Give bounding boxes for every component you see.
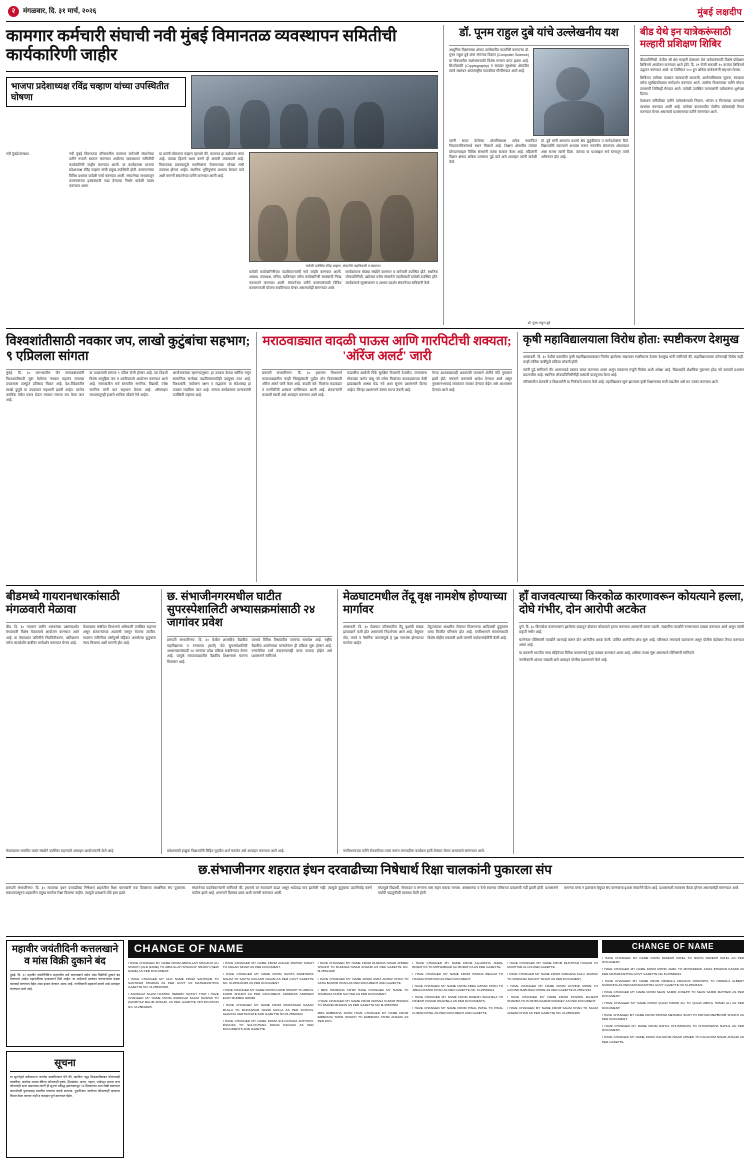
con-entry: I HAVE CHANGED MY NAME FROM RUMANA NISAR AHMED SHAIKH TO RUMANA NISAR ANSARI AS PER GAZETTE NO. M-25541188 [317, 961, 409, 974]
strike-col-3: संपामुळे विद्यार्थी, नोकरदार व रुग्णांना त्रास सहन करावा लागला. बसस्थानक व रेल्वे स्थानक परिसरात प्रवाशांची गर्दी झाली होती. प्रशासनाने पर्यायी वाहतुकीची व्यवस्था केली होती. [378, 885, 558, 895]
agri-headline: कृषी महाविद्यालयाला विरोध होता: स्पष्टीकरण देशमुख [523, 334, 739, 346]
con-entry: I HAVE CHANGED MY NAME FROM VANDANA SALU JADHAV TO VANDANA NAVJOT SINGH AS PER DOCUMENT. [507, 972, 598, 981]
con-entry: I HAVE CHANGED MY NAME FROM SEAN SAMIR JOSEPH TO SEAN SAMIR MATHEW AS PER DOCUMENT. [602, 990, 744, 999]
change-of-name-banner-side: CHANGE OF NAME [602, 940, 744, 953]
con-entry: I HAVE CHANGED MY NAME FROM SAVITA RAMNIWAS NIGAM TO SAVITA KAILASH NIGAM AS PER GOVT GAZETTE NO. M-255102345 AS PER DOCUMENT [222, 972, 314, 985]
beed-camp-body-3: देवस्थान समितीच्या वतीने यात्रेकरूंसाठी निवास, भोजन व पिण्याच्या पाण्याची व्यवस्था करण्यात आली आहे. यात्रेच्या कालावधीत पोलीस बंदोबस्तही तैनात करण्यात येणार असल्याचे प्रशासनाच्या वतीने सांगण्यात आले. [640, 99, 744, 115]
weather-col-3: गेल्या आठवड्यातही अवकाळी पावसाने शेतीचे मोठे नुकसान झाले होते. पंचनामे करण्याचे आदेश देण्यात आले असून नुकसानभरपाई लवकरात लवकर देण्यात येईल असे आश्वासन देण्यात आले आहे. [432, 371, 512, 392]
story-agri-college [517, 332, 744, 582]
con-entry: I HAVE CHANGED MY NAME FROM PARESH PATEL TO NIKITA PARESH PATEL AS PER DOCUMENT. [602, 956, 744, 965]
doctor-photo [533, 48, 629, 136]
con-entry: I HAVE CHANGED MY NAME FROM QUAZI HAMID ALI TO QUAZI ABDUL HAMID ALI AS PER DOCUMENT. [602, 1001, 744, 1010]
tendu-col-3: वनविभागाच्या वतीने रोपवाटिका तयार करून लागवडीचा कार्यक्रम हाती घेण्यात येणार असल्याचे सांगण्यात आले. [343, 848, 485, 853]
con-entry: I HAVE CHANGED MY NAME FROM NIRMALA FRANCIS NORONHA TO NIRMALA ALBERT NORONHA AS PER MAHARASHTRA GOVT GAZETTE NO M-25546324 [602, 978, 744, 987]
con-entry: I HAVE CHANGED MY NAME FROM RAHUL KHUSHWAHA TO KHUSHWAHA RAHUL AS PER DOCUMENT. [602, 1024, 744, 1033]
weather-col-2: काढणीस आलेली पिके सुरक्षित ठिकाणी ठेवावीत, जनावरांना मोकळ्या जागेत बांधू नये तसेच विजांच्या कडकडाटाच्या वेळी झाडाखाली आश्रय घेऊ नये अशा सूचना प्रशासनाने दिल्या आहेत. जिल्हा प्रशासनाने यंत्रणा सज्ज ठेवली आहे. [347, 371, 427, 392]
attack-col-2: घटनेनंतर पोलिसांनी तातडीने कारवाई करून दोन आरोपींना अटक केली. उर्वरित आरोपींचा शोध सुरू आहे. परिसरात तणावाचे वातावरण असून पोलीस बंदोबस्त तैनात करण्यात आला आहे. [519, 637, 744, 648]
change-of-name-banner: CHANGE OF NAME [128, 940, 598, 958]
con-entry: I HAVE CHANGED MY NAME FROM SULOCHANA ANTHONY DSOUZA TO SULOCHANA MARIA DSOUZA AS PER DOCUMENTS AND GAZETTE. [222, 1018, 314, 1032]
con-entry: I HAVE CHANGED MY NAME FROM KADIR SHAIKH TO ABDUL KADIR SHAIKH AS PER DOCUMENT. ADDRESS ANDHERI EAST MUMBAI 400069 [222, 987, 314, 1001]
lead-body-col-5: कार्यक्रमाला मोठ्या संख्येने कामगार व कर्मचारी उपस्थित होते. स्थानिक लोकप्रतिनिधी, उद्योजक तसेच संघटनेचे पदाधिकारी यावेळी उपस्थित होते. कार्यक्रमाचे सूत्रसंचालन व आभार प्रदर्शन संघटनेच्या सचिवांनी केले. [345, 269, 438, 285]
publication-title: मुंबई लक्षदीप [697, 7, 742, 17]
ghati-col-1: छत्रपती संभाजीनगर. दि. ३० येथील शासकीय वैद्यकीय महाविद्यालय व रुग्णालय (घाटी) येथे सुपरस्पेशालिटी अभ्यासक्रमांसाठी २४ जागांवर प्रवेश प्रक्रिया राबविण्यात येणार आहे. यामुळे मराठवाड्यातील वैद्यकीय शिक्षणाला चालना मिळणार आहे. [167, 638, 248, 664]
con-entry: I HAVE CHANGED MY NAME FROM ALLARKHA JAMAL BORATIYA TO MOHAMMAD ALI BORATIYA AS PER GAZETTE. [412, 961, 504, 970]
strike-col-4: मागण्या मान्य न झाल्यास बेमुदत संप करण्याचा इशारा संघटनेने दिला आहे. प्रशासनाशी लवकरच बैठक होणार असल्याचेही सांगण्यात आले. [564, 885, 740, 890]
con-entry: I HAVE CHANGED MY NAME FROM ASHA ADHAV KHAN TO ASHA BASHIR KHAN AS PER DOCUMENT AND GAZETTE. [317, 976, 409, 985]
gairan-col-2: मेळाव्यास संबंधित विभागाचे अधिकारी उपस्थित राहणार असून शेतकऱ्यांच्या अडचणी जाणून घेतल्या जातील. गायरान जमिनीवर वर्षानुवर्षे वहिवाट असलेल्या कुटुंबांना न्याय मिळावा अशी मागणी होत आहे. [83, 625, 156, 646]
navkar-col-3: आयोजकांच्या म्हणण्यानुसार, हा उपक्रम केवळ धार्मिक नसून सामाजिक सलोखा वाढविण्यासाठीही उपयुक्त ठरत आहे. विश्वशांती, पर्यावरण रक्षण व सद्भावना या संदेशासह हा उपक्रम राबविला जात आहे. सांगता कार्यक्रमास मान्यवरांची उपस्थिती राहणार आहे. [172, 371, 251, 398]
con-entry: I HAVE CHANGED MY NAME FROM GOVIND MORE TO GOVIND BABURAO MORE AS PER GAZETTE M-25547233 [507, 983, 598, 992]
beed-camp-headline: बीड येथे इन यात्रेकरूंसाठी मल्हारी प्रशिक्षण शिबिर [640, 27, 731, 50]
tendu-col-2: तेंदूपत्त्यावर आधारित रोजगार मिळणाऱ्या आदिवासी कुटुंबांवर याचा विपरीत परिणाम होत आहे. वनविभागाने संवर्धनासाठी विशेष मोहीम राबवावी अशी मागणी पर्यावरणप्रेमींनी केली आहे. [427, 625, 508, 640]
con-column-4 [412, 961, 503, 1158]
agri-col-2: त्यांनी पुढे सांगितले की, शासनाकडे प्रस्ताव सादर करण्यात आला असून लवकरच मंजुरी मिळेल अशी अपेक्षा आहे. विद्यार्थ्यांचे शैक्षणिक नुकसान होऊ नये यासाठी प्रशासन प्रयत्नशील आहे. स्थानिक लोकप्रतिनिधींनीही यासाठी पाठपुरावा केला आहे. [523, 367, 744, 377]
con-entry: I HAVE CHANGED MY NAME FROM ANGAD PARTAP SINGH TO ANGAD SINGH AS PER DOCUMENT. [222, 961, 314, 970]
con-column-6 [602, 956, 744, 1158]
ad-mahavir-jayanti [6, 940, 124, 1047]
lead-dateline: नवी मुंबई/जगन्नाथ [6, 151, 29, 156]
story-gairan [6, 589, 161, 854]
bottom-left-ads [6, 940, 124, 1158]
agri-col-3: परिसरातील शेतकरी व विद्यार्थ्यांनी या निर्णयाचे स्वागत केले आहे. महाविद्यालय सुरू झाल्यास कृषी शिक्षणाच्या संधी वाढतील असे मत व्यक्त करण्यात आले. [523, 380, 719, 385]
third-section [6, 589, 744, 854]
page-number-badge: २ [8, 6, 19, 17]
lead-subhead: भाजपा प्रदेशाध्यक्ष रविंद्र चव्हाण यांच्या उपस्थितीत घोषणा [6, 77, 186, 107]
story-attack [513, 589, 744, 854]
lead-photo-2 [249, 152, 438, 262]
weather-col-1: छत्रपती संभाजीनगर. दि. ३० हवामान विभागाने मराठवाड्यातील काही जिल्ह्यांसाठी पुढील दोन दिवसांसाठी ऑरेंज अलर्ट जारी केला आहे. वादळी वारे, विजांचा कडकडाट व गारपिटीची शक्यता वर्तविण्यात आली आहे. शेतकऱ्यांनी काळजी घ्यावी असे आवाहन करण्यात आले आहे. [262, 371, 342, 398]
lead-photo-caption: यावेळी उपस्थित रविंद्र चव्हाण, संघटनेचे पदाधिकारी व कामगार. [305, 263, 382, 268]
change-of-name-main [128, 940, 598, 1158]
weather-headline: मराठवाड्यात वादळी पाऊस आणि गारपिटीची शक्यता; 'ऑरेंज अलर्ट' जारी [262, 333, 512, 363]
second-section [6, 332, 744, 582]
notice-body: या सूचनेद्वारे सर्वसामान्य जनतेस कळविण्यात येते की, खालील नमूद मिळकतीबाबत कोणत्याही व्यक्तीचा, संस्थेचा अथवा बँकेचा कोणताही हक्क, हितसंबंध, तारण, गहाण, भाडेपट्टा अथवा अन्य कोणताही दावा असल्यास त्यांनी ही सूचना प्रसिद्ध झाल्यापासून १४ दिवसांच्या आत लेखी स्वरूपात कागदोपत्री पुराव्यासह खालील पत्त्यावर संपर्क साधावा. मुदतीनंतर आलेल्या कोणत्याही दाव्याचा विचार केला जाणार नाही व व्यवहार पूर्ण करण्यात येईल. [10, 1075, 120, 1098]
ghati-col-3: प्रवेशासाठी इच्छुक विद्यार्थ्यांनी विहित मुदतीत अर्ज करावेत असे आवाहन करण्यात आले आहे. [167, 848, 285, 853]
con-entry: MRS EMBRAHA TAHIR HAVE CHANGED MY NAME FROM EMBRAHA TAHIR SHAIKH TO EMBRAHA TAHIR ANSARI AS PER DOC. [317, 1010, 409, 1023]
top-section [6, 25, 744, 325]
ghati-col-2: यामध्ये विविध विषयांतील जागांचा समावेश आहे. राष्ट्रीय वैद्यकीय आयोगाच्या मान्यतेनंतर ही प्रक्रिया सुरू होणार आहे. रुग्णसेवेचा दर्जा उंचावण्यासही याचा फायदा होईल असे प्रशासनाने सांगितले. [251, 638, 332, 659]
con-entry: I HAVE CHANGED MY NAME FROM HASINA BEGUM TO HASINA KHATOON AS PER DOCUMENT. [412, 972, 504, 981]
ad-notice [6, 1051, 124, 1158]
notice-title: सूचना [10, 1055, 120, 1072]
con-column-1 [128, 961, 219, 1158]
doctor-body-3: डॉ. दुबे यांनी आपल्या यशाचे श्रेय कुटुंबीयांना व मार्गदर्शकांना दिले. विद्यार्थ्यांनी सातत्याने अभ्यास करून नवनवीन संकल्पना शोधाव्यात असा सल्ला त्यांनी दिला. त्यांच्या या यशाबद्दल सर्व स्तरातून त्यांचे अभिनंदन होत आहे. [541, 138, 629, 159]
issue-date: मंगळवार, दि. ३१ मार्च, २०२६ [23, 8, 97, 15]
navkar-headline: विश्वशांतीसाठी नवकार जप, लाखो कुटुंबांचा सहभाग; ९ एप्रिलला सांगता [6, 333, 251, 363]
gairan-col-3: मेळाव्याला जास्तीत जास्त संख्येने उपस्थित राहण्याचे आवाहन आयोजकांनी केले आहे. [6, 848, 115, 853]
con-entry: I HAVE CHANGED MY NAME FROM ABDULLAH SHAUKAT ALI SHAIKH (OLD NAME) TO ABDULLAH SHAUKAT SHAIKH (NEW NAME) AS PER DOCUMENT. [128, 961, 219, 974]
attack-col-3: या प्रकरणी भारतीय न्याय संहितेच्या विविध कलमांन्वये गुन्हा दाखल करण्यात आला आहे. अधिक तपास सुरू असल्याचे पोलिसांनी सांगितले. [519, 650, 695, 655]
con-entry: I HAVE CHANGED MY NAME FROM MUDASSAR NAZAR MULLA TO MUDASSAR NAZIR MULLA AS PER SCHOOL LEAVING CERTIFICATE AND GAZETTE NO M-25500912 [222, 1003, 314, 1016]
strike-col-1: छत्रपती संभाजीनगर. दि. ३० सततच्या इंधन दरवाढीच्या निषेधार्थ शहरातील रिक्षा चालकांनी एक दिवसाचा लाक्षणिक संप पुकारला. सकाळपासूनच शहरातील प्रमुख मार्गांवर रिक्षा दिसल्या नाहीत. त्यामुळे प्रवाशांचे मोठे हाल झाले. [6, 885, 186, 895]
beed-camp-body-1: बीड/प्रतिनिधी. येथील श्री क्षेत्र मल्हारी देवस्थान येथे यात्रेकरूंसाठी विशेष प्रशिक्षण शिबिराचे आयोजन करण्यात आले होते. दि. २९ रोजी सकाळी १० वाजता शिबिराचे उद्घाटन करण्यात आले. या शिबिरात २०० हून अधिक यात्रेकरूंनी सहभाग घेतला. [640, 57, 744, 73]
story-ghati [161, 589, 337, 854]
con-entry: I HAVE CHANGED MY NAME FROM MUKHTAR HUSAIN TO MUKHTAR ALI AS PER GAZETTE. [507, 961, 598, 970]
con-entry: I ZARIFFAZ SALIM HASHMI, HEREBY NOTIFY THAT I HAVE CHANGED MY NAME FROM ZARIFFAZ SALIM HASHMI TO ZAKIRIYAZ BALIM ANSARI, AS PER GAZETTE NOTIFICATION NO. M-25849025. [128, 992, 219, 1009]
con-entry: I HAVE CHANGED MY NAME FROM DINESH WAGHELA TO DINESH KUMAR WAGHELA AS PER DOCUMENTS. [412, 995, 504, 1004]
con-entry: I HAVE CHANGED MY NAME FROM PARVEJ KUMAR BISWAS TO PARVEJ BISWAS AS PER GAZETTE NO M-25515502 [317, 999, 409, 1008]
beed-camp-body-2: शिबिरात यात्रेच्या काळात घ्यावयाची काळजी, आरोग्यविषयक सूचना, स्वच्छता तसेच सुरक्षिततेबाबत मार्गदर्शन करण्यात आले. आरोग्य विभागाच्या वतीने मोफत तपासणी शिबिरही घेण्यात आले. यावेळी उपस्थित मान्यवरांनी यात्रेकरूंना शुभेच्छा दिल्या. [640, 75, 744, 96]
doctor-body-2: त्यांनी सादर केलेल्या शोधनिबंधास अनेक नामांकित नियतकालिकांमध्ये स्थान मिळाले आहे. शिक्षण क्षेत्रातील त्यांच्या योगदानाबद्दल विविध संस्थांनी त्यांचा सत्कार केला आहे. महिलांनी विज्ञान क्षेत्रात अधिक प्रमाणात पुढे यावे असे आवाहन त्यांनी यावेळी केले. [449, 138, 537, 165]
story-tendu [337, 589, 513, 854]
strike-col-2: संघटनेच्या पदाधिकाऱ्यांनी सांगितले की, इंधनाचे दर सातत्याने वाढत असून भाडेवाढ मात्र झालेली नाही. त्यामुळे कुटुंबाचा उदरनिर्वाह करणे कठीण झाले आहे. शासनाने दिलासा द्यावा अशी मागणी करण्यात आली. [192, 885, 372, 895]
doctor-headline: डॉ. पूनम राहुल दुबे यांचे उल्लेखनीय यश [459, 27, 619, 39]
jayanti-title: महावीर जयंतीदिनी कत्तलखाने व मांस विक्री दुकाने बंद [11, 944, 119, 967]
con-entry: I HAVE CHANGED MY NAME FROM PRITAM MEHARIA SHAH TO PRITAM MEHBOOB SHAIKH AS PER DOCUMENT. [602, 1012, 744, 1021]
attack-col-1: पुणे. दि. ३० किरकोळ कारणावरून झालेल्या वादातून दोघांवर कोयत्याने हल्ला करण्यात आल्याची घटना घडली. जखमींना तातडीने रुग्णालयात दाखल करण्यात आले असून त्यांची प्रकृती गंभीर आहे. [519, 625, 744, 635]
masthead [6, 4, 744, 22]
ghati-headline: छ. संभाजीनगरमधील घाटीत सुपरस्पेशालिटी अभ्यासक्रमांसाठी २४ जागांवर प्रवेश [167, 591, 316, 630]
con-entry: I HAVE CHANGED MY NAME FROM SALIM KHAN TO SALIM ANWAR KHAN AS PER GAZETTE NO. M-25502266 [507, 1006, 598, 1015]
agri-col-1: अमरावती. दि. ३० येथील प्रस्तावित कृषी महाविद्यालयाबाबत निर्माण झालेल्या संभ्रमावर स्पष्टीकरण देताना देशमुख यांनी सांगितले की, महाविद्यालयाला कोणताही विरोध नाही. काही तांत्रिक बाबींमुळे प्रक्रिया लांबली होती. [523, 354, 744, 365]
lead-body-col-1 [6, 152, 64, 325]
navkar-col-2: या उपक्रमाची सांगता ९ एप्रिल रोजी होणार आहे. त्या दिवशी विशेष सामूहिक जप व शांतीपाठाचे आयोजन करण्यात आले आहे. समाजातील सर्व स्तरातील नागरिक, विद्यार्थी, ज्येष्ठ नागरिक यांनी यात सहभाग घेतला आहे. ऑनलाइन माध्यमातूनही हजारो भाविक जोडले गेले आहेत. [89, 371, 168, 398]
tendu-col-1: अमरावती. दि. ३० मेळघाट परिसरातील तेंदू वृक्षांची संख्या झपाट्याने कमी होत असल्याचे निदर्शनास आले आहे. बेसुमार तोड, वणवे व नैसर्गिक कारणांमुळे हे वृक्ष नामशेष होण्याच्या मार्गावर आहेत. [343, 625, 424, 646]
con-entry: I MRS SHABANA TAHIR HAVE CHANGED MY NAME TO SHABANA TAHIR SAYYED AS PER DOCUMENT. [317, 987, 409, 997]
con-entry: I HAVE CHANGED MY NAME FROM PUSHPA RAJESH SHARMA TO PUSHPA RAJESH PANDEY AS PER DOCUMENT. [507, 995, 598, 1004]
story-navkar [6, 332, 256, 582]
lead-body-col-4: यावेळी कार्यकारिणीच्या पदाधिकाऱ्यांची नावे जाहीर करण्यात आली. अध्यक्ष, उपाध्यक्ष, सचिव, खजिनदार तसेच कार्यकारिणी सदस्यांची निवड एकमताने करण्यात आली. संघटनेच्या वतीने कामगारांसाठी विविध कल्याणकारी योजना राबविण्यात येणार असल्याचेही सांगण्यात आले. [249, 269, 342, 291]
story-beed-camp [634, 25, 744, 325]
story-rickshaw-strike [6, 861, 744, 933]
gairan-col-1: बीड. दि. ३० गायरान जमीन धारकांच्या प्रश्नांसंदर्भात मंगळवारी विशेष मेळाव्याचे आयोजन करण्यात आले आहे. या मेळाव्यात जमिनीचे नियमितीकरण, अतिक्रमण तसेच कायदेशीर बाबींवर मार्गदर्शन करण्यात येणार आहे. [6, 625, 79, 646]
strike-headline: छ.संभाजीनगर शहरात इंधन दरवाढीच्या निषेधार्थ रिक्षा चालकांनी पुकारला संप [198, 862, 552, 877]
lead-photo-1 [191, 75, 438, 149]
con-column-2 [223, 961, 314, 1158]
jayanti-body: मुंबई. दि. ३० महावीर जयंतीनिमित्त शहरातील सर्व कत्तलखाने तसेच मांस विक्रीची दुकाने बंद ठेवण्याचे आदेश महापालिका प्रशासनाने दिले आहेत. या आदेशाचे उल्लंघन करणाऱ्यांवर कडक कारवाई करण्यात येईल असा इशारा देण्यात आला आहे. नागरिकांनी सहकार्य करावे असे आवाहन करण्यात आले आहे. [10, 972, 120, 991]
con-column-3 [318, 961, 409, 1158]
change-of-name-side [602, 940, 744, 1158]
doctor-photo-caption: डॉ. पूनम राहुल दुबे [527, 321, 551, 325]
con-entry: I HAVE CHANGED MY NAME FROM ABDA AZHAR KHAN TO ABDA RASHID KHAN AS PER GAZETTE NO. M-25539911 [412, 983, 504, 992]
lead-body-col-2: नवी मुंबई विमानतळ परिसरातील कामगार कर्मचारी संघटनेच्या वतीने नव्याने स्थापन करण्यात आलेल्या व्यवस्थापन समितीची कार्यकारिणी जाहीर करण्यात आली. या कार्यक्रमास भाजपा प्रदेशाध्यक्ष रविंद्र चव्हाण यांची प्रमुख उपस्थिती होती. कामगारांच्या विविध प्रश्नांवर यावेळी चर्चा करण्यात आली. संघटनेच्या माध्यमातून कामगारांच्या हक्कांसाठी लढा देण्याचा निर्धार यावेळी व्यक्त करण्यात आला. [69, 151, 154, 189]
doctor-body-1: आधुनिक विज्ञानाच्या क्षेत्रात उल्लेखनीय कामगिरी करणाऱ्या डॉ. पूनम राहुल दुबे यांना संगणक विज्ञान (Computer Science) या विषयातील संशोधनासाठी विशेष सन्मान प्राप्त झाला आहे. क्रिप्टोग्राफी (Cryptography) व सायबर सुरक्षेच्या क्षेत्रातील त्यांचे संशोधन आंतरराष्ट्रीय पातळीवर गौरविण्यात आले आहे. [449, 47, 529, 74]
story-doctor [443, 25, 634, 325]
masthead-left [8, 6, 96, 17]
con-entry: I HAVE CHANGED MY OLD NAME FROM SANTRAM TO SANTRAM SHARMA AS PER GOVT OF MAHARASHTRA GAZETTE NO. M-255307981 [128, 976, 219, 989]
attack-col-4: नागरिकांनी शांतता राखावी असे आवाहन पोलीस प्रशासनाने केले आहे. [519, 657, 608, 662]
con-entry: I HAVE CHANGED MY NAME FROM PINAL PATEL TO PINAL KUMAR PATEL AS PER DOCUMENT AND GAZETTE. [412, 1006, 504, 1015]
navkar-col-1: मुंबई. दि. ३० जगभरातील जैन समाजबांधवांनी विश्वशांतीसाठी सुरू केलेल्या नवकार महामंत्र जपाच्या उपक्रमास उत्स्फूर्त प्रतिसाद मिळत आहे. देश-विदेशातील लाखो कुटुंबे या उपक्रमात सहभागी झाली आहेत. दररोज ठराविक वेळेत एकत्र येऊन नवकार मंत्राचा जप केला जात आहे. [6, 371, 85, 403]
tendu-headline: मेळघाटमधील तेंदू वृक्ष नामशेष होण्याच्या मार्गावर [343, 591, 507, 617]
lead-story [6, 25, 443, 325]
con-entry: I HAVE CHANGED MY NAME FROM KALSOOM NISAR AHMED TO KALSOOM NISAR ANSARI AS PER GAZETTE. [602, 1035, 744, 1044]
con-column-5 [507, 961, 598, 1158]
con-entry: I HAVE CHANGED MY NAME FROM MOHD JAMIL TO MOHAMMAD JAMIL BHAWAN KASAB AS PER MAHARASHTRA GOVT GAZETTE NO M-25589021 [602, 967, 744, 976]
bottom-section [6, 940, 744, 1158]
story-weather [256, 332, 517, 582]
attack-headline: हाॅं वाजवत्याच्या किरकोळ कारणावरून कोयत्याने हल्ला, दोघे गंभीर, दोन आरोपी अटकेत [519, 591, 744, 617]
lead-body-col-3: या प्रसंगी बोलताना चव्हाण म्हणाले की, कामगार हा उद्योगाचा कणा आहे. त्याच्या हिताचे रक्षण करणे ही आमची जबाबदारी आहे. विमानतळ प्रकल्पामुळे स्थानिकांना रोजगाराच्या मोठ्या संधी उपलब्ध होणार आहेत. स्थानिक भूमिपुत्रांना प्राधान्य देण्यात यावे अशी मागणी संघटनेच्या वतीने करण्यात आली आहे. [159, 151, 244, 178]
gairan-headline: बीडमध्ये गायरानधारकांसाठी मंगळवारी मेळावा [6, 591, 120, 617]
lead-headline: कामगार कर्मचारी संघाची नवी मुंबई विमानतळ व्यवस्थापन समितीची कार्यकारिणी जाहीर [6, 26, 397, 64]
